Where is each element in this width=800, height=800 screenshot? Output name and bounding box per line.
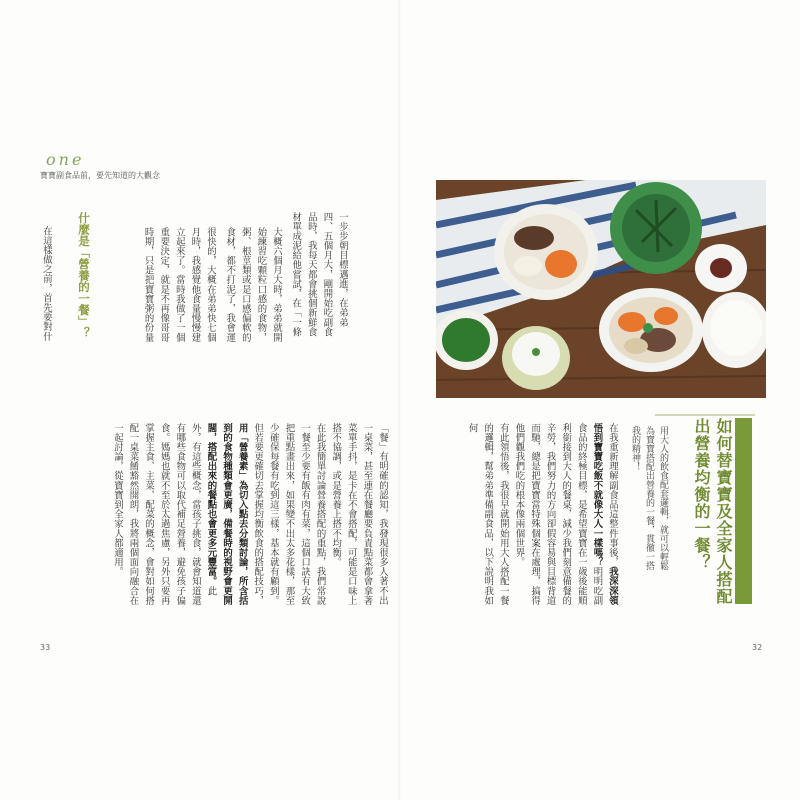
right-para-lower: 「餐」有明確的認知，我發現很多人著不出一桌菜，甚至連在餐廳要負責點菜都會拿著菜單手抖，是卡在不會搭配，可能是口味上搭不協調，或是營養上搭不均衡。 在此我簡單討論營養搭配的重點，我們常說一餐至少要有飯有肉有菜，這個口訣有大致把重點畫出來，如果變不出太多花樣，那至少確保每餐有吃到這三樣，基本就有顧到。 但若要更確切去掌握均衡飲食的搭配技巧，用「營養素」為切入點去分類討論，所含括到的食物種類會更廣，備餐時的視野會更開闊，搭配出來的餐點也會更多元豐富。此外，有這些概念，當孩子挑食，就會知道還有哪些食物可以取代補足營養，避免孩子偏食。媽媽也就不至於太過焦慮，另外只要再掌握主食、主菜、配菜的概念，會對如何搭配一桌菜餚豁然開朗，我將兩個面向融合在一起討論，從寶寶到全家人都適用。 [111, 423, 388, 606]
chapter-word: one [46, 150, 85, 169]
page-number-left: 33 [40, 643, 51, 652]
right-para-upper: 在我重新理解副食品這整件事後，我深深領悟到寶寶吃飯不就像大人一樣嗎？明明吃副食品的終極目標，是希望寶寶在一歲後能順利銜接到大人的餐桌，減少我們刻意備餐的辛勞，我們努力的方向卻假容易與目標背道而馳，總是把寶寶當特殊個案在處理，搞得他們觀我們吃的根本像兩個世界。 有此領悟後，我很早就開始用大人搭配一餐的邏輯，幫弟弟準備副食品，以下說明我如何 [466, 423, 618, 606]
left-para-2: 大概六個月大時，弟弟就開始練習吃顆粒口感的食物，粥、根莖類或是口感偏軟的食材，都不打泥了，我會運 [224, 227, 282, 343]
chapter-subtitle: 寶寶副食品前，要先知道的大觀念 [40, 171, 160, 180]
food-photo-illustration [436, 180, 766, 398]
page-number-right: 32 [752, 643, 763, 652]
section-heading: 什麼是「營養的一餐」？ [77, 212, 91, 339]
right-page-intro: 用大人的飲食配套邏輯，就可以輕鬆為寶寶搭配出營養的一餐，貫徹一搭我的精神！ [630, 426, 668, 570]
title-accent-bar [735, 418, 752, 604]
left-para-1: 一步步朝目標邁進，在弟弟四、五個月大，剛開始吃副食品時，我每天都會挑個新鮮食材單成泥給他嘗試，在「一條 [290, 212, 348, 337]
right-page-title: 如何替寶寶及全家人搭配出營養均衡的一餐？ [692, 418, 733, 605]
page-gutter [398, 0, 402, 800]
left-para-4: 在這樣做之前，首先要對什 [41, 226, 52, 342]
left-para-3: 很快的，大概在弟弟快七個月時，我感覺他食量慢慢建立起來了。當時我做了一個重要決定，就是不再像哥哥時期，只是把寶寶粥的份量 [142, 227, 216, 343]
title-rule [655, 414, 755, 416]
food-photo [436, 180, 766, 398]
